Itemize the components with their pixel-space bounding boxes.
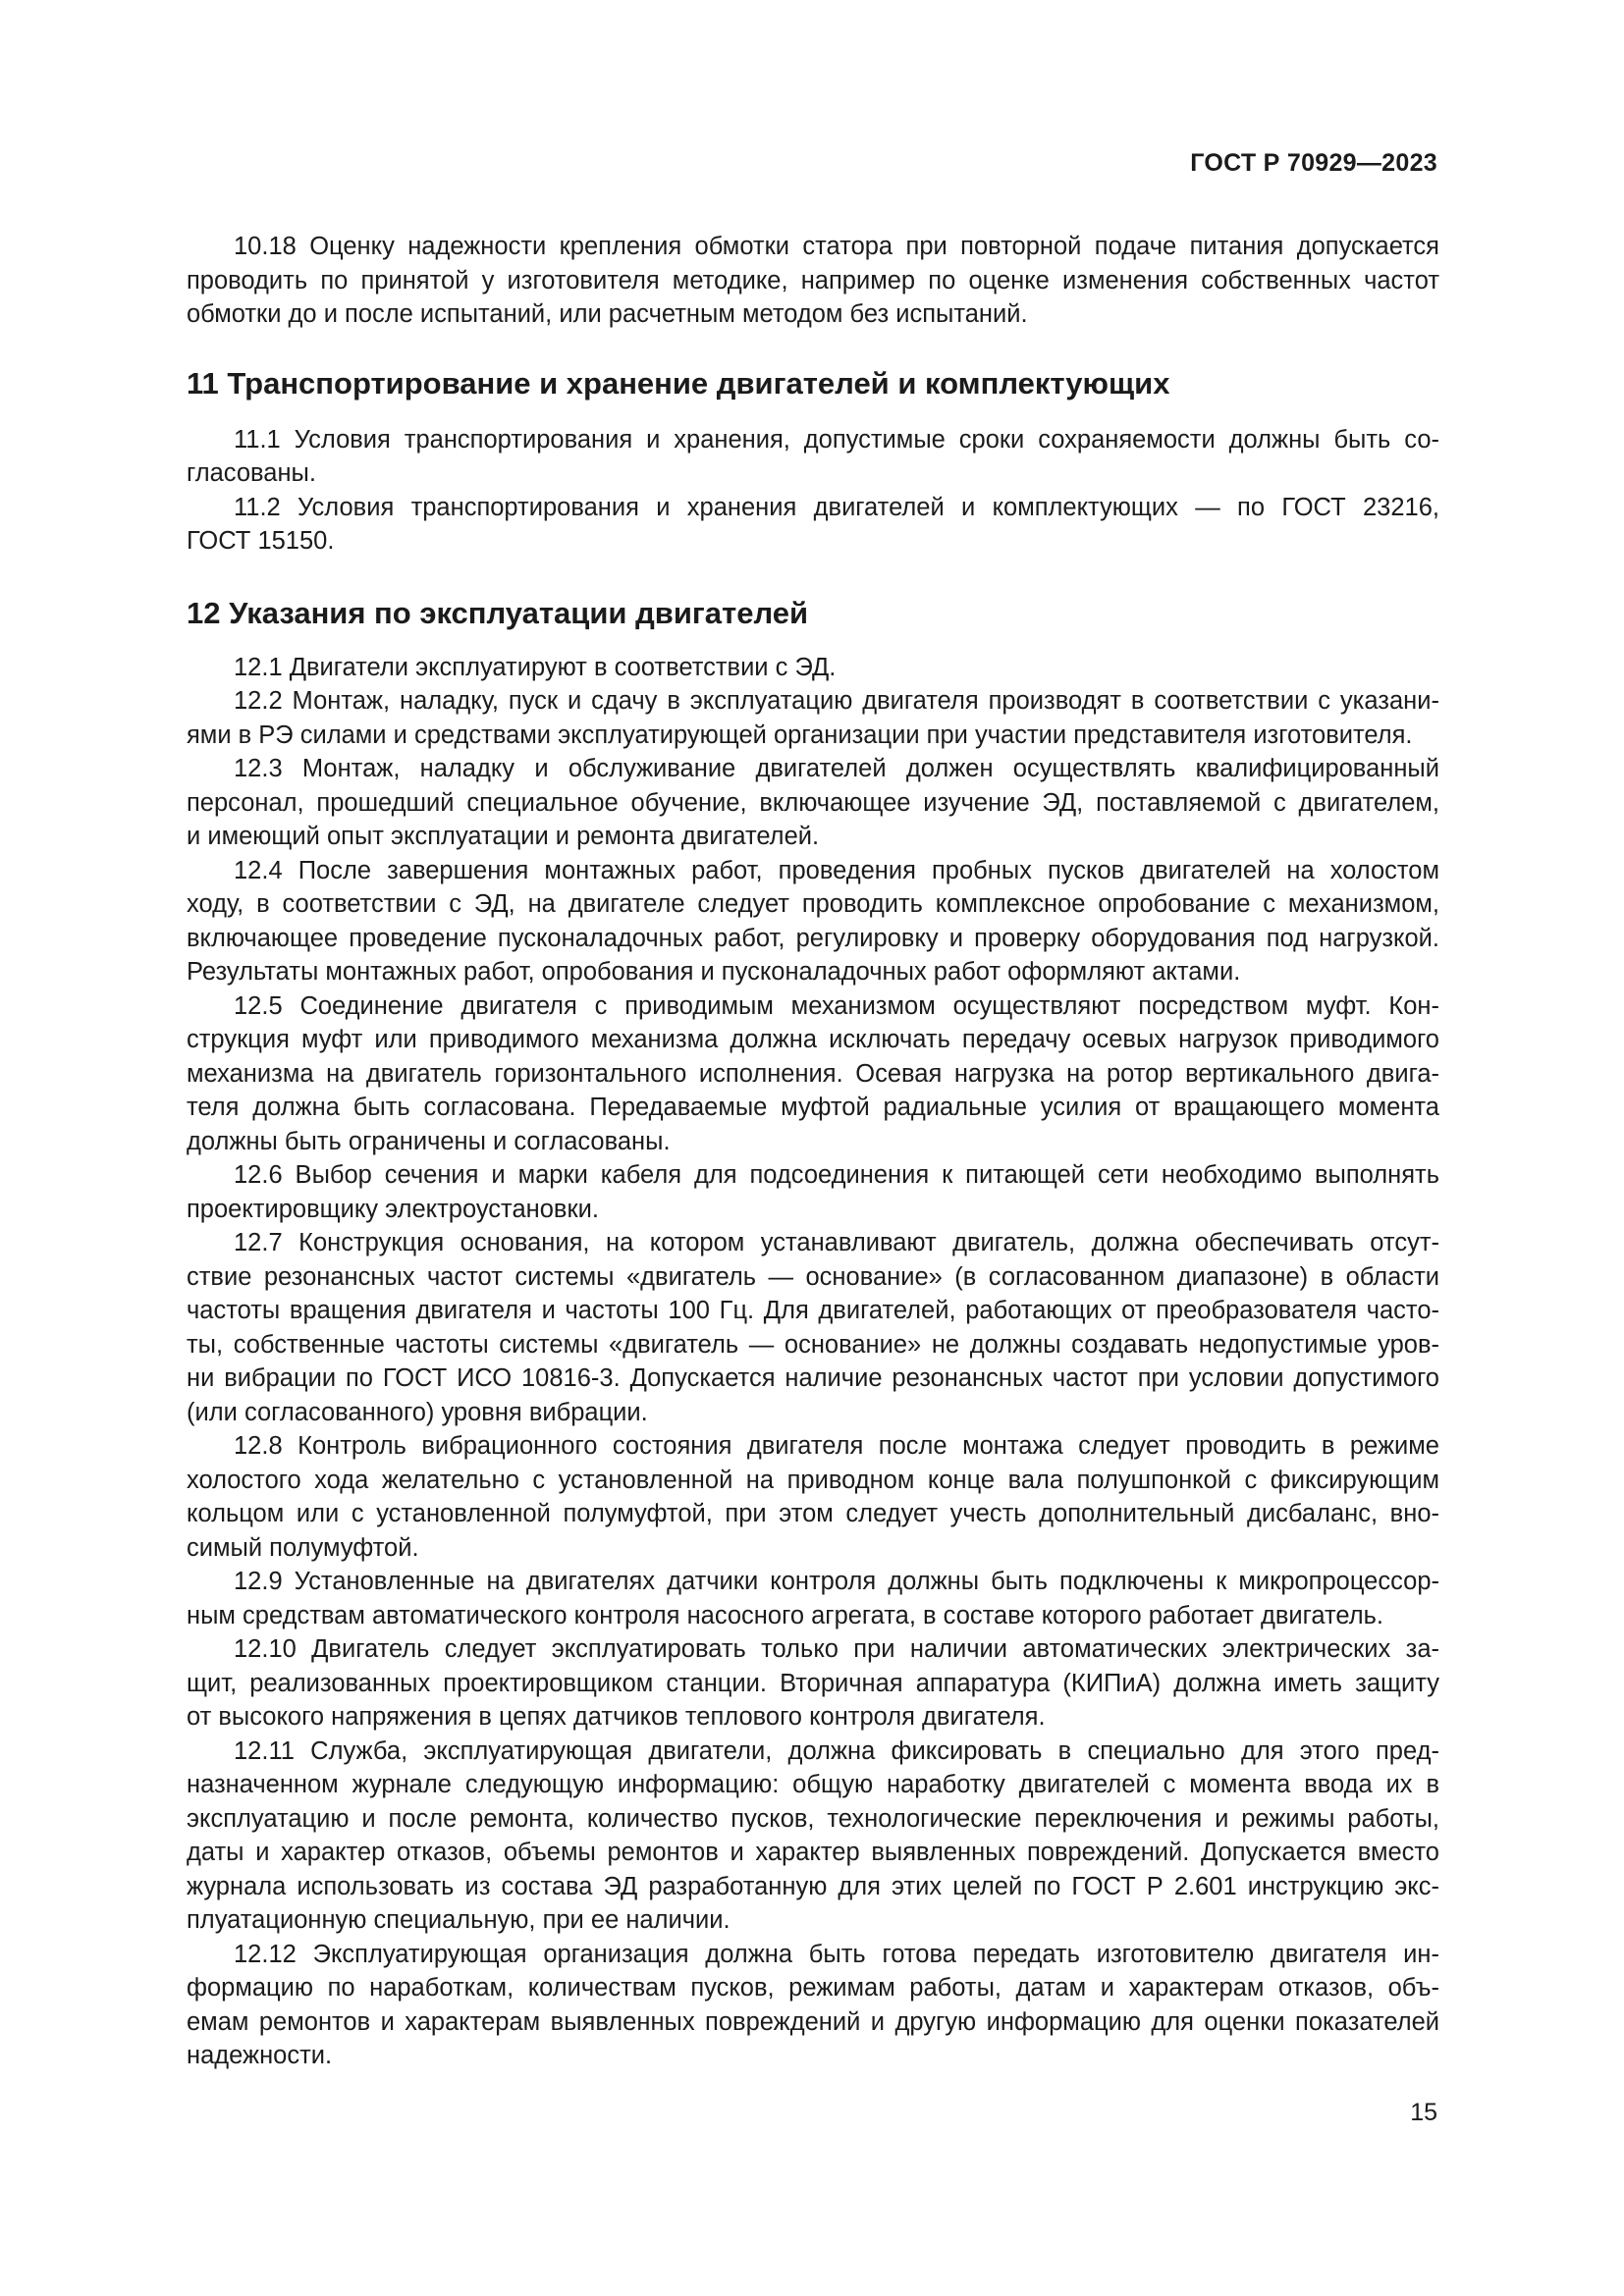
text-line: емам ремонтов и характерам выявленных повреждений и другую информацию для оценки показателей [187,2007,1439,2036]
paragraph-12-4 [187,854,1439,989]
paragraph-12-1 [187,651,1439,685]
text-line: 12.8 Контроль вибрационного состояния двигателя после монтажа следует проводить в режиме [234,1432,1439,1460]
text-line: даты и характер отказов, объемы ремонтов и характер выявленных повреждений. Допускается вместо [187,1839,1439,1866]
text-line: от высокого напряжения в цепях датчиков теплового контроля двигателя. [187,1703,1046,1731]
text-line: механизма на двигатель горизонтального исполнения. Осевая нагрузка на ротор вертикального двига- [187,1059,1439,1088]
paragraph-12-3 [187,752,1439,854]
paragraph-12-10 [187,1632,1439,1735]
paragraph-12-6 [187,1158,1439,1226]
section-12-title: 12 Указания по эксплуатации двигателей [187,595,809,630]
paragraph-12-7 [187,1226,1439,1429]
paragraph-12-5 [187,989,1439,1159]
text-line: проектировщику электроустановки. [187,1195,599,1223]
text-line: 12.10 Двигатель следует эксплуатировать только при наличии автоматических электрических за- [234,1635,1439,1663]
text-line: ствие резонансных частот системы «двигатель — основание» (в согласованном диапазоне) в области [187,1262,1439,1291]
paragraph-12-8 [187,1429,1439,1565]
text-line: ты, собственные частоты системы «двигатель — основание» не должны создавать недопустимые уров- [187,1330,1439,1359]
paragraph-12-11 [187,1735,1439,1938]
text-line: 12.1 Двигатели эксплуатируют в соответствии с ЭД. [234,653,837,681]
paragraph-12-9 [187,1565,1439,1632]
section-11-title: 11 Транспортирование и хранение двигателей и комплектующих [187,365,1170,400]
text-line: плуатационную специальную, при ее наличии. [187,1906,731,1934]
document-header-id: ГОСТ Р 70929—2023 [1190,149,1437,177]
text-line: кольцом или с установленной полумуфтой, при этом следует учесть дополнительный дисбаланс, вно- [187,1500,1439,1527]
text-line: теля должна быть согласована. Передаваемые муфтой радиальные усилия от вращающего момента [187,1094,1439,1121]
text-line: персонал, прошедший специальное обучение, включающее изучение ЭД, поставляемой с двигателем, [187,788,1439,817]
text-line: частоты вращения двигателя и частоты 100 Гц. Для двигателей, работающих от преобразователя часто- [187,1297,1439,1324]
text-line: 12.7 Конструкция основания, на котором устанавливают двигатель, должна обеспечивать отсут- [234,1229,1439,1256]
text-line: должны быть ограничены и согласованы. [187,1127,671,1155]
paragraph-11-2 [187,491,1439,559]
text-line: включающее проведение пусконаладочных работ, регулировку и проверку оборудования под нагрузкой. [187,924,1439,952]
text-line: 12.9 Установленные на двигателях датчики контроля должны быть подключены к микропроцессор- [234,1568,1439,1595]
text-line: (или согласованного) уровня вибрации. [187,1398,648,1426]
text-line: 12.2 Монтаж, наладку, пуск и сдачу в эксплуатацию двигателя производят в соответствии с указани- [234,687,1439,715]
text-line: 12.5 Соединение двигателя с приводимым механизмом осуществляют посредством муфт. Кон- [234,991,1439,1020]
text-line: проводить по принятой у изготовителя методике, например по оценке изменения собственных частот [187,266,1439,294]
paragraph-12-2 [187,684,1439,752]
text-line: Результаты монтажных работ, опробования и пусконаладочных работ оформляют актами. [187,958,1241,986]
text-line: ями в РЭ силами и средствами эксплуатирующей организации при участии представителя изготовителя. [187,721,1413,749]
text-line: струкция муфт или приводимого механизма должна исключать передачу осевых нагрузок приводимого [187,1026,1439,1053]
text-line: ным средствам автоматического контроля насосного агрегата, в составе которого работает двигатель. [187,1601,1384,1629]
text-line: назначенном журнале следующую информацию: общую наработку двигателей с момента ввода их в [187,1771,1439,1798]
text-line: холостого хода желательно с установленной на приводном конце вала полушпонкой с фиксирующим [187,1466,1439,1494]
text-line: эксплуатацию и после ремонта, количество пусков, технологические переключения и режимы работы, [187,1804,1439,1833]
text-line: 11.1 Условия транспортирования и хранения, допустимые сроки сохраняемости должны быть со- [234,425,1439,454]
text-line: ходу, в соответствии с ЭД, на двигателе следует проводить комплексное опробование с механизмом, [187,890,1439,918]
text-line: надежности. [187,2042,333,2069]
text-line: обмотки до и после испытаний, или расчетным методом без испытаний. [187,300,1028,328]
text-line: ни вибрации по ГОСТ ИСО 10816-3. Допускается наличие резонансных частот при условии допустимого [187,1364,1439,1392]
text-line: 11.2 Условия транспортирования и хранения двигателей и комплектующих — по ГОСТ 23216, [234,493,1439,521]
document-body [187,226,1439,2073]
paragraph-10-18 [187,230,1439,332]
paragraph-11-1 [187,423,1439,491]
text-line: и имеющий опыт эксплуатации и ремонта двигателей. [187,823,820,850]
text-line: 12.4 После завершения монтажных работ, проведения пробных пусков двигателей на холостом [234,856,1439,884]
text-line: 12.6 Выбор сечения и марки кабеля для подсоединения к питающей сети необходимо выполнять [234,1161,1439,1189]
text-line: формацию по наработкам, количествам пусков, режимам работы, датам и характерам отказов, объ- [187,1974,1439,2002]
text-line: журнала использовать из состава ЭД разработанную для этих целей по ГОСТ Р 2.601 инструкцию экс- [187,1872,1439,1900]
paragraph-12-12 [187,1938,1439,2073]
text-line: 10.18 Оценку надежности крепления обмотки статора при повторной подаче питания допускается [234,233,1439,260]
text-line: 12.11 Служба, эксплуатирующая двигатели, должна фиксировать в специально для этого пред- [234,1736,1439,1765]
text-line: щит, реализованных проектировщиком станции. Вторичная аппаратура (КИПиА) должна иметь защиту [187,1669,1439,1697]
text-line: симый полумуфтой. [187,1533,419,1562]
page-number: 15 [1410,2099,1437,2126]
text-line: гласованы. [187,459,316,487]
text-line: 12.3 Монтаж, наладку и обслуживание двигателей должен осуществлять квалифицированный [234,755,1439,782]
text-line: ГОСТ 15150. [187,527,335,555]
text-line: 12.12 Эксплуатирующая организация должна быть готова передать изготовителю двигателя ин- [234,1940,1439,1968]
